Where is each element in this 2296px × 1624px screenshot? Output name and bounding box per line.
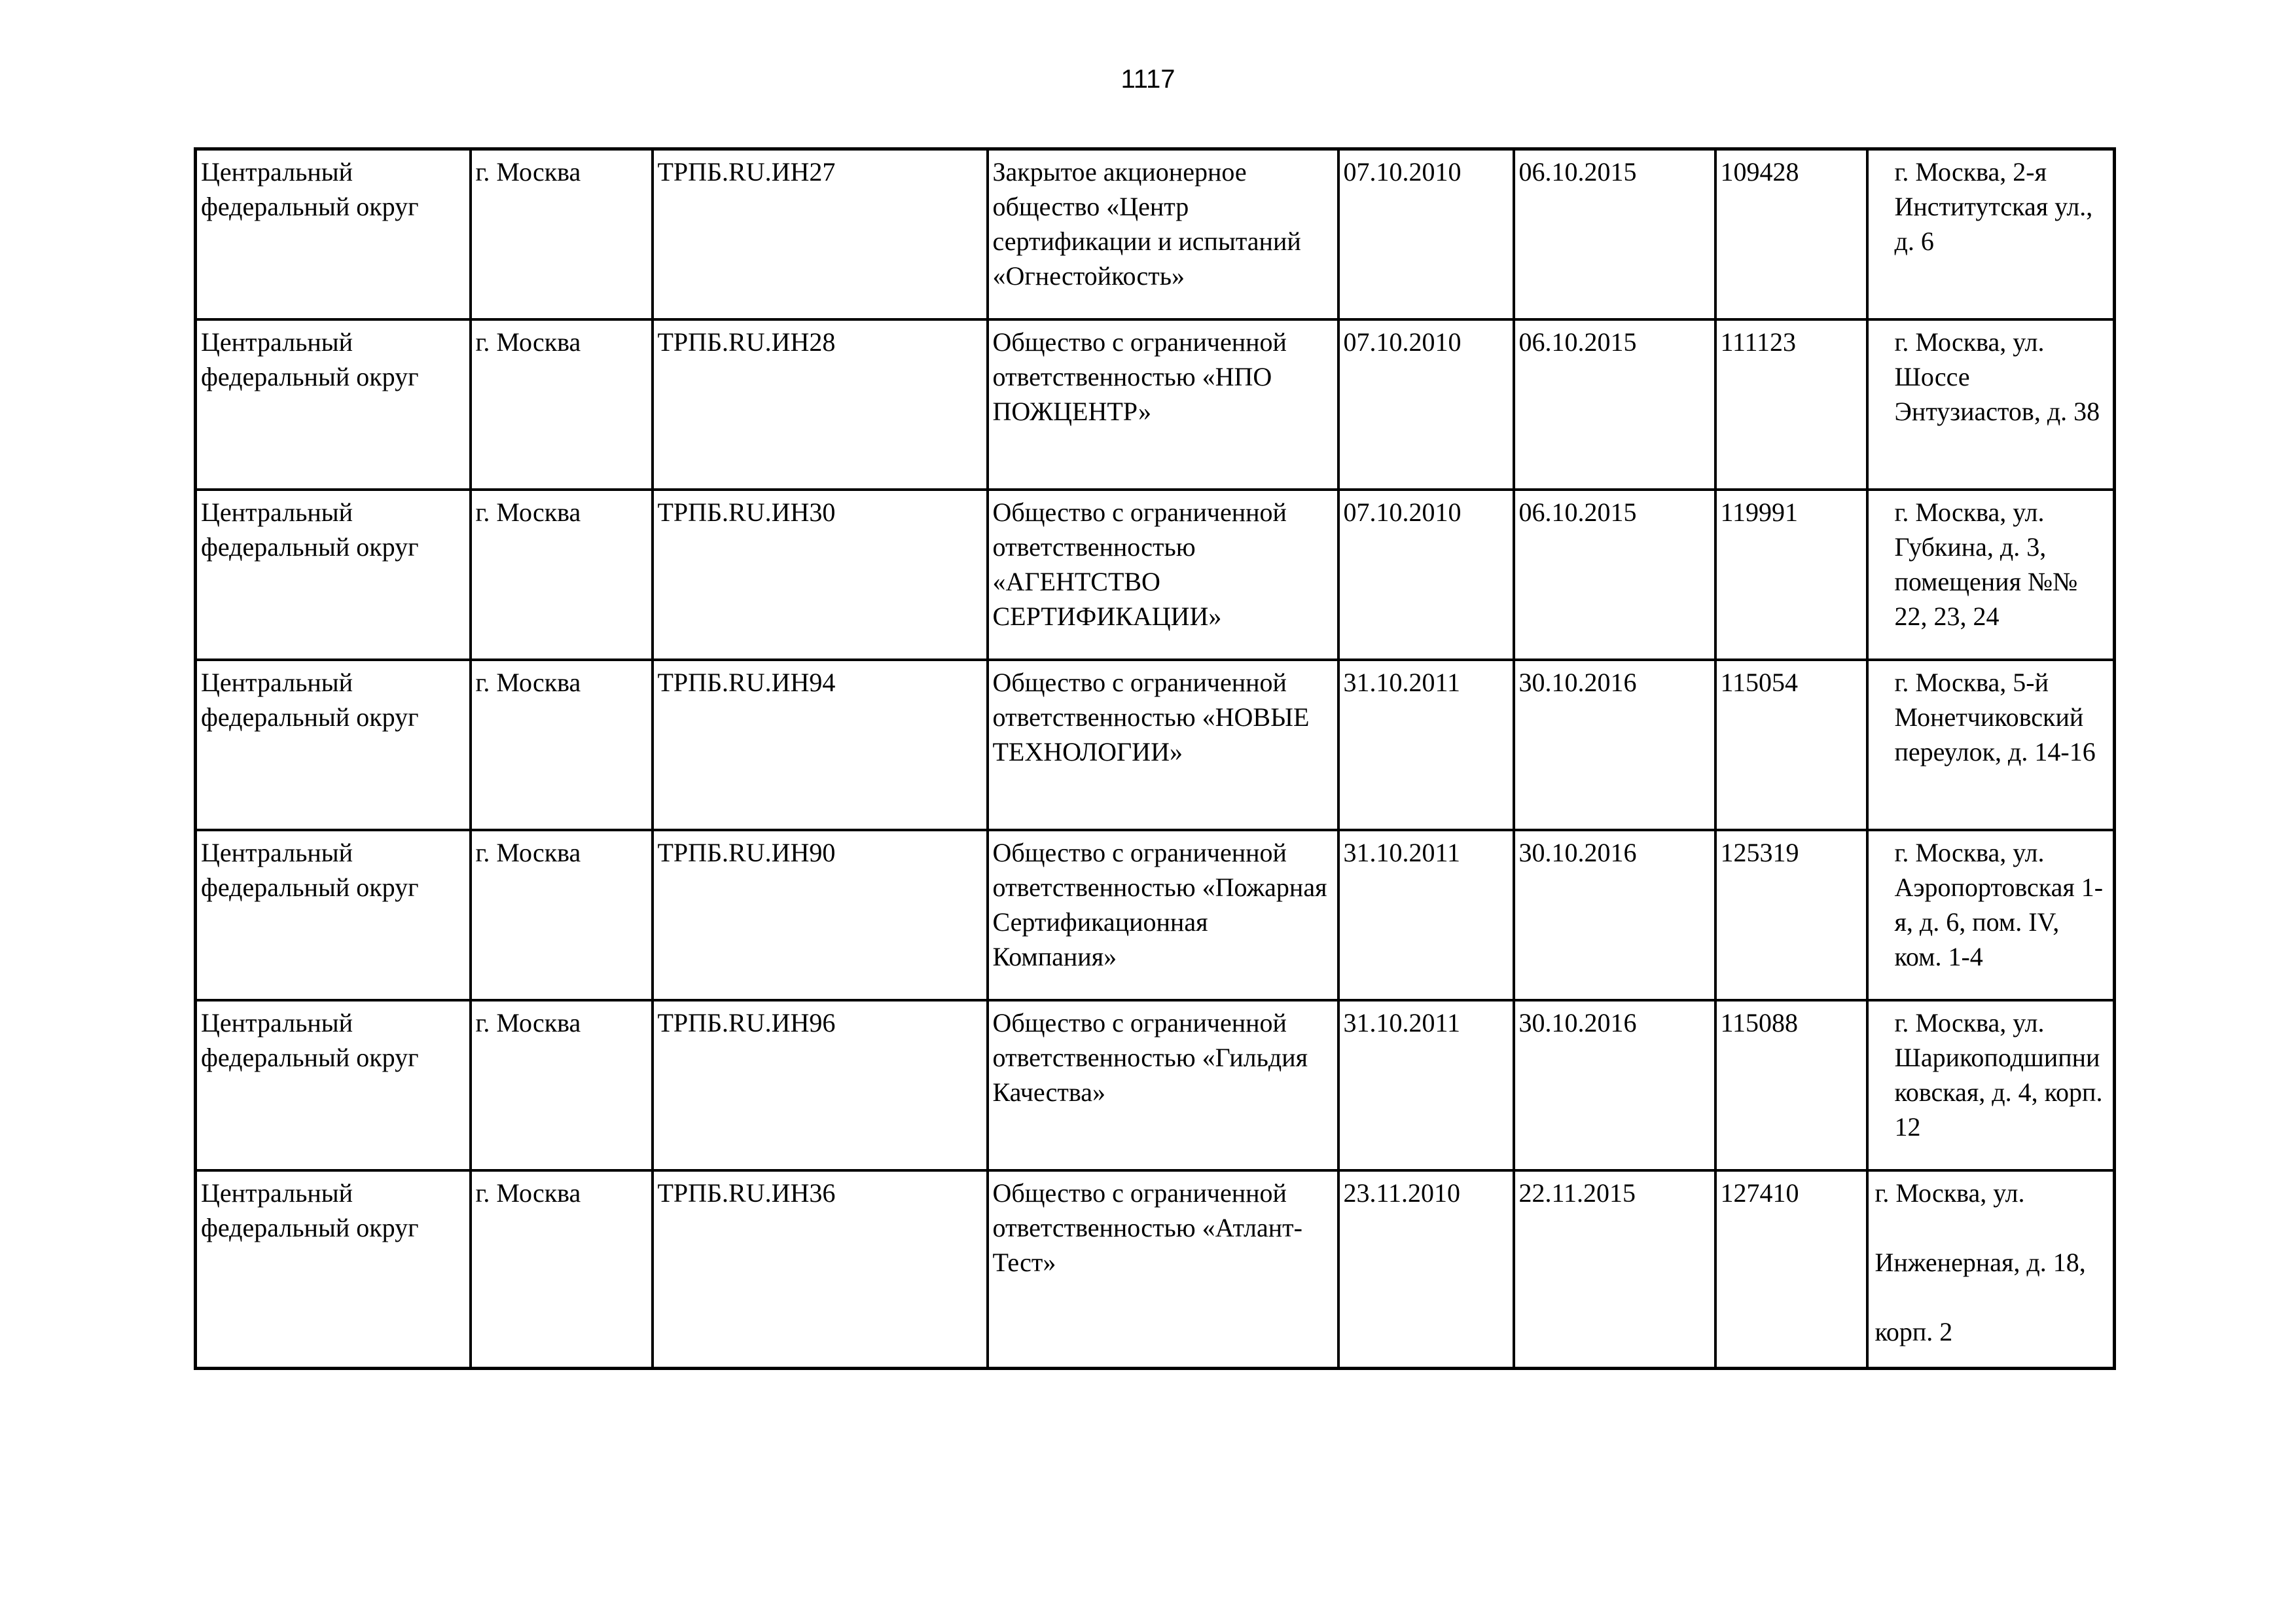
city-cell: г. Москва	[471, 830, 653, 1000]
reg-number-cell: ТРПБ.RU.ИН28	[653, 319, 988, 490]
city-cell: г. Москва	[471, 149, 653, 320]
postcode-cell: 111123	[1715, 319, 1867, 490]
district-cell: Центральный федеральный округ	[196, 319, 471, 490]
organization-cell: Общество с ограниченной ответственностью «Гильдия Качества»	[988, 1000, 1338, 1170]
city-cell: г. Москва	[471, 1170, 653, 1369]
date-end-cell: 30.10.2016	[1514, 830, 1715, 1000]
organization-cell: Общество с ограниченной ответственностью «Пожарная Сертификационная Компания»	[988, 830, 1338, 1000]
address-cell: г. Москва, ул. Шарикоподшипниковская, д. 4, корп. 12	[1867, 1000, 2115, 1170]
reg-number-cell: ТРПБ.RU.ИН94	[653, 660, 988, 830]
postcode-cell: 125319	[1715, 830, 1867, 1000]
organization-cell: Общество с ограниченной ответственностью «НПО ПОЖЦЕНТР»	[988, 319, 1338, 490]
district-cell: Центральный федеральный округ	[196, 1000, 471, 1170]
date-start-cell: 31.10.2011	[1338, 830, 1514, 1000]
city-cell: г. Москва	[471, 1000, 653, 1170]
organization-cell: Общество с ограниченной ответственностью «Атлант-Тест»	[988, 1170, 1338, 1369]
postcode-cell: 127410	[1715, 1170, 1867, 1369]
date-end-cell: 06.10.2015	[1514, 490, 1715, 660]
page-number: 1117	[1121, 65, 1175, 94]
reg-number-cell: ТРПБ.RU.ИН30	[653, 490, 988, 660]
reg-number-cell: ТРПБ.RU.ИН27	[653, 149, 988, 320]
date-end-cell: 30.10.2016	[1514, 660, 1715, 830]
district-cell: Центральный федеральный округ	[196, 660, 471, 830]
date-start-cell: 07.10.2010	[1338, 490, 1514, 660]
registry-table	[194, 147, 2116, 1370]
address-cell: г. Москва, 5-й Монетчиковский переулок, д. 14-16	[1867, 660, 2115, 830]
district-cell: Центральный федеральный округ	[196, 830, 471, 1000]
address-text: г. Москва, ул. Инженерная, д. 18, корп. 2	[1874, 1178, 2086, 1346]
postcode-cell: 109428	[1715, 149, 1867, 320]
date-start-cell: 07.10.2010	[1338, 319, 1514, 490]
address-cell: г. Москва, ул. Шоссе Энтузиастов, д. 38	[1867, 319, 2115, 490]
postcode-cell: 119991	[1715, 490, 1867, 660]
organization-cell: Закрытое акционерное общество «Центр сертификации и испытаний «Огнестойкость»	[988, 149, 1338, 320]
table-row	[196, 1170, 2115, 1369]
district-cell: Центральный федеральный округ	[196, 1170, 471, 1369]
district-cell: Центральный федеральный округ	[196, 490, 471, 660]
date-end-cell: 06.10.2015	[1514, 149, 1715, 320]
date-end-cell: 30.10.2016	[1514, 1000, 1715, 1170]
city-cell: г. Москва	[471, 319, 653, 490]
table-row	[196, 1000, 2115, 1170]
address-cell: г. Москва, ул. Губкина, д. 3, помещения №№ 22, 23, 24	[1867, 490, 2115, 660]
date-start-cell: 31.10.2011	[1338, 660, 1514, 830]
address-cell: г. Москва, 2-я Институтская ул., д. 6	[1867, 149, 2115, 320]
table-row	[196, 660, 2115, 830]
table-row	[196, 319, 2115, 490]
table-row	[196, 830, 2115, 1000]
organization-cell: Общество с ограниченной ответственностью «НОВЫЕ ТЕХНОЛОГИИ»	[988, 660, 1338, 830]
address-cell: г. Москва, ул. Аэропортовская 1-я, д. 6, пом. IV, ком. 1-4	[1867, 830, 2115, 1000]
reg-number-cell: ТРПБ.RU.ИН36	[653, 1170, 988, 1369]
date-end-cell: 22.11.2015	[1514, 1170, 1715, 1369]
city-cell: г. Москва	[471, 660, 653, 830]
district-cell: Центральный федеральный округ	[196, 149, 471, 320]
reg-number-cell: ТРПБ.RU.ИН90	[653, 830, 988, 1000]
table-row	[196, 149, 2115, 320]
date-end-cell: 06.10.2015	[1514, 319, 1715, 490]
city-cell: г. Москва	[471, 490, 653, 660]
date-start-cell: 23.11.2010	[1338, 1170, 1514, 1369]
date-start-cell: 07.10.2010	[1338, 149, 1514, 320]
postcode-cell: 115088	[1715, 1000, 1867, 1170]
organization-cell: Общество с ограниченной ответственностью «АГЕНТСТВО СЕРТИФИКАЦИИ»	[988, 490, 1338, 660]
table-row	[196, 490, 2115, 660]
date-start-cell: 31.10.2011	[1338, 1000, 1514, 1170]
postcode-cell: 115054	[1715, 660, 1867, 830]
reg-number-cell: ТРПБ.RU.ИН96	[653, 1000, 988, 1170]
address-cell	[1867, 1170, 2115, 1369]
